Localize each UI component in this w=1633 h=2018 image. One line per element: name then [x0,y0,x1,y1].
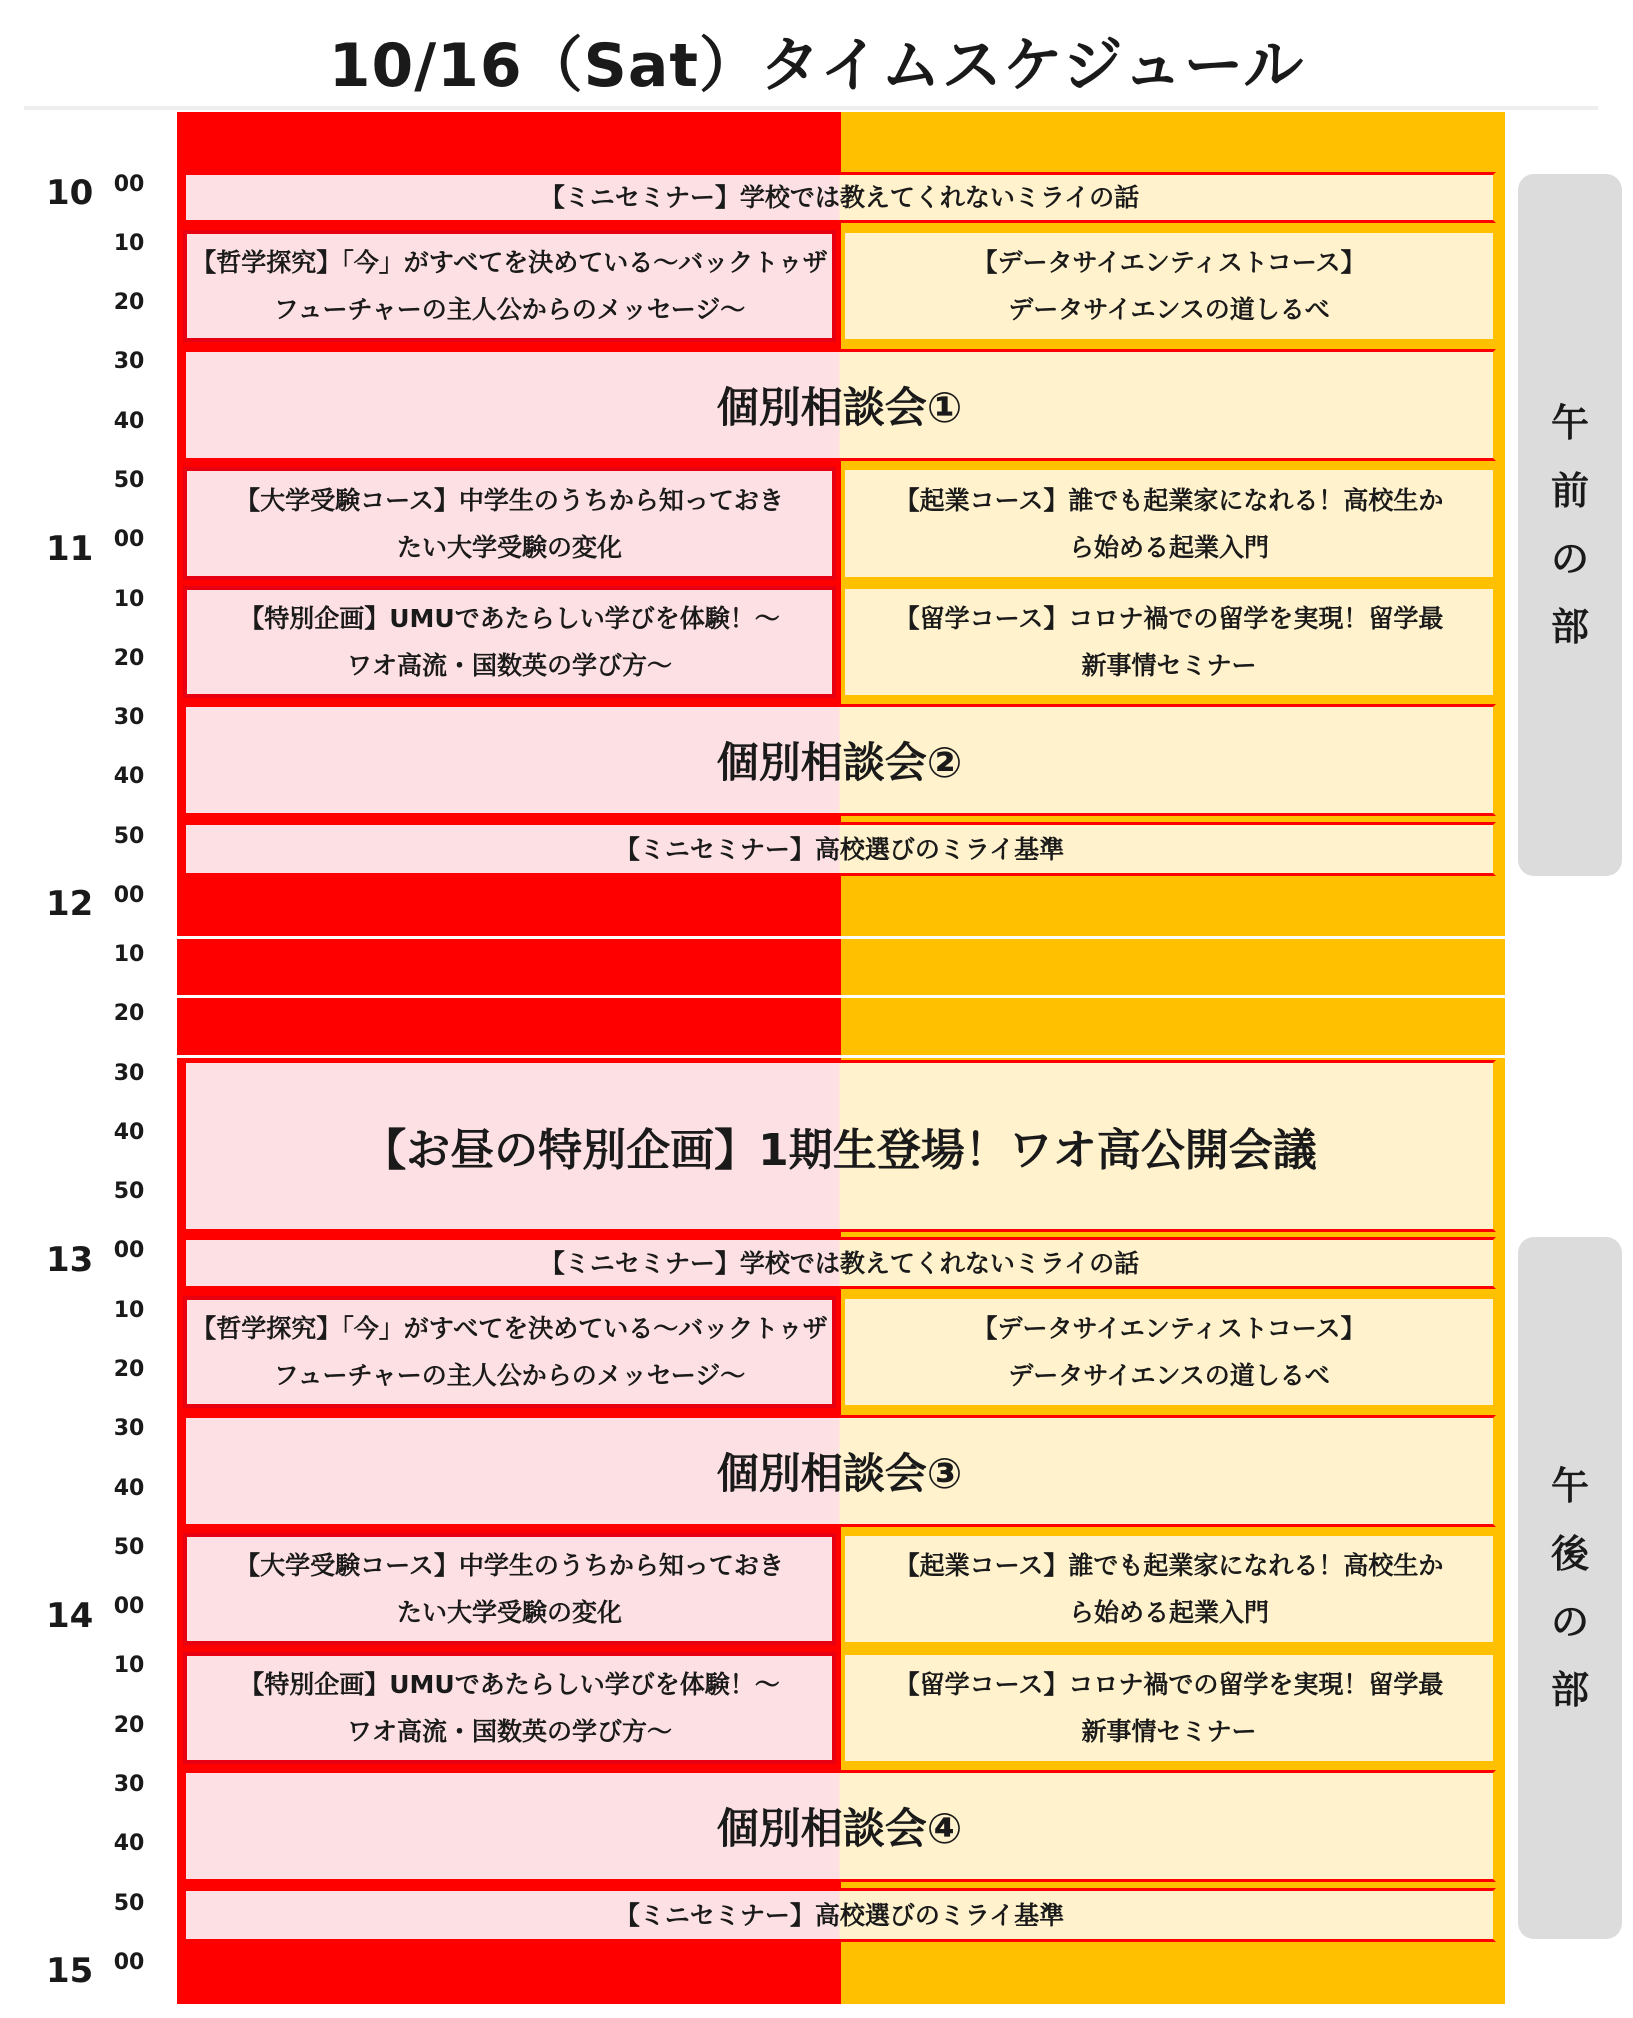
minute-label: 30 [113,1061,145,1086]
event-special-umu[interactable] [183,1652,836,1764]
event-title: 個別相談会④ [716,1804,963,1853]
time-gridline [177,936,1505,939]
title-divider [24,106,1598,110]
event-title: 個別相談会① [716,383,963,432]
event-title: 個別相談会② [716,738,963,787]
event-exam-course[interactable] [183,1533,836,1645]
minute-label: 30 [113,705,145,730]
event-consultation[interactable] [183,704,1496,816]
event-philosophy[interactable] [183,1296,836,1408]
event-special-umu[interactable] [183,586,836,698]
session-char: 部 [1550,1668,1589,1712]
session-char: の [1550,537,1589,581]
minute-label: 20 [113,1001,145,1026]
session-char: の [1550,1600,1589,1644]
minute-label: 40 [113,1831,145,1856]
event-title-line2: ワオ高流・国数英の学び方〜 [346,651,672,680]
event-title-line2: ら始める起業入門 [1068,532,1269,562]
event-startup-course[interactable] [842,1533,1496,1645]
minute-label: 00 [113,172,145,197]
minute-label: 10 [113,942,145,967]
event-title-line1: 【特別企画】UMUであたらしい学びを体験！〜 [239,604,780,633]
minute-label: 50 [113,468,145,493]
session-char: 後 [1550,1532,1589,1576]
event-title-line2: データサイエンスの道しるべ [1008,295,1330,324]
minute-label: 10 [113,1653,145,1678]
event-mini-seminar[interactable] [183,172,1496,223]
morning-session-label [1518,174,1622,876]
event-mini-seminar[interactable] [183,822,1496,876]
event-title-line2: フューチャーの主人公からのメッセージ〜 [273,1361,746,1390]
event-consultation[interactable] [183,349,1496,461]
event-study-abroad[interactable] [842,1652,1496,1764]
event-title-line1: 【起業コース】誰でも起業家になれる！高校生か [894,1551,1444,1580]
minute-label: 00 [113,883,145,908]
event-title-line1: 【留学コース】コロナ禍での留学を実現！留学最 [894,1670,1444,1699]
event-title: 【お昼の特別企画】1期生登場！ワオ高公開会議 [362,1125,1317,1176]
hour-label: 14 [46,1596,94,1636]
minute-label: 50 [113,1891,145,1916]
minute-label: 50 [113,1535,145,1560]
event-title: 【ミニセミナー】学校では教えてくれないミライの話 [539,1248,1140,1278]
time-gridline [177,995,1505,998]
minute-label: 00 [113,1238,145,1263]
minute-label: 30 [113,349,145,374]
event-title-line2: ワオ高流・国数英の学び方〜 [346,1717,672,1746]
event-title-line1: 【特別企画】UMUであたらしい学びを体験！〜 [239,1670,780,1699]
hour-label: 12 [46,884,94,924]
page-title: 10/16（Sat）タイムスケジュール [328,31,1305,101]
afternoon-session-label [1518,1237,1622,1939]
minute-label: 40 [113,1476,145,1501]
minute-label: 40 [113,764,145,789]
session-char: 部 [1550,605,1589,649]
session-char: 午 [1550,401,1589,445]
minute-label: 00 [113,1594,145,1619]
event-title-line1: 【データサイエンティストコース】 [972,1314,1366,1343]
event-title-line2: フューチャーの主人公からのメッセージ〜 [273,295,746,324]
minute-label: 00 [113,1950,145,1975]
hour-label: 15 [46,1951,94,1991]
event-title-line1: 【留学コース】コロナ禍での留学を実現！留学最 [894,604,1444,633]
event-datascience[interactable] [842,230,1496,342]
event-title-line1: 【大学受験コース】中学生のうちから知っておき [235,485,784,515]
session-char: 午 [1550,1464,1589,1508]
minute-label: 40 [113,409,145,434]
event-mini-seminar[interactable] [183,1888,1496,1942]
minute-label: 30 [113,1772,145,1797]
minute-label: 00 [113,527,145,552]
minute-label: 50 [113,1179,145,1204]
minute-label: 10 [113,231,145,256]
event-title-line2: データサイエンスの道しるべ [1008,1361,1330,1390]
event-datascience[interactable] [842,1296,1496,1408]
hour-label: 13 [46,1240,94,1280]
minute-label: 50 [113,824,145,849]
minute-label: 20 [113,290,145,315]
event-title-line2: たい大学受験の変化 [396,532,622,562]
minute-label: 20 [113,1357,145,1382]
event-title: 【ミニセミナー】学校では教えてくれないミライの話 [539,183,1140,212]
event-title-line1: 【大学受験コース】中学生のうちから知っておき [235,1551,784,1580]
hour-label: 11 [46,529,94,569]
event-title-line1: 【哲学探究】「今」がすべてを決めている〜バックトゥザ [191,248,828,277]
event-title-line2: ら始める起業入門 [1068,1598,1269,1627]
minute-label: 20 [113,646,145,671]
event-title-line1: 【哲学探究】「今」がすべてを決めている〜バックトゥザ [191,1314,828,1343]
event-exam-course[interactable] [183,467,836,580]
event-philosophy[interactable] [183,230,836,342]
event-startup-course[interactable] [842,467,1496,580]
event-title-line2: 新事情セミナー [1081,651,1257,680]
minute-label: 20 [113,1713,145,1738]
minute-label: 30 [113,1416,145,1441]
event-title-line2: 新事情セミナー [1081,1717,1257,1746]
event-title: 【ミニセミナー】高校選びのミライ基準 [614,834,1065,864]
hour-label: 10 [46,173,94,213]
event-title-line1: 【データサイエンティストコース】 [972,248,1366,277]
event-mini-seminar[interactable] [183,1237,1496,1289]
event-study-abroad[interactable] [842,586,1496,698]
event-title-line2: たい大学受験の変化 [396,1598,622,1627]
minute-label: 10 [113,587,145,612]
minute-label: 10 [113,1298,145,1323]
event-title: 個別相談会③ [716,1449,963,1498]
event-consultation[interactable] [183,1770,1496,1882]
event-consultation[interactable] [183,1415,1496,1527]
session-char: 前 [1550,469,1589,513]
event-title-line1: 【起業コース】誰でも起業家になれる！高校生か [894,485,1444,515]
event-lunch-special[interactable] [183,1060,1496,1232]
time-gridline [177,1055,1505,1058]
minute-label: 40 [113,1120,145,1145]
event-title: 【ミニセミナー】高校選びのミライ基準 [614,1900,1065,1930]
